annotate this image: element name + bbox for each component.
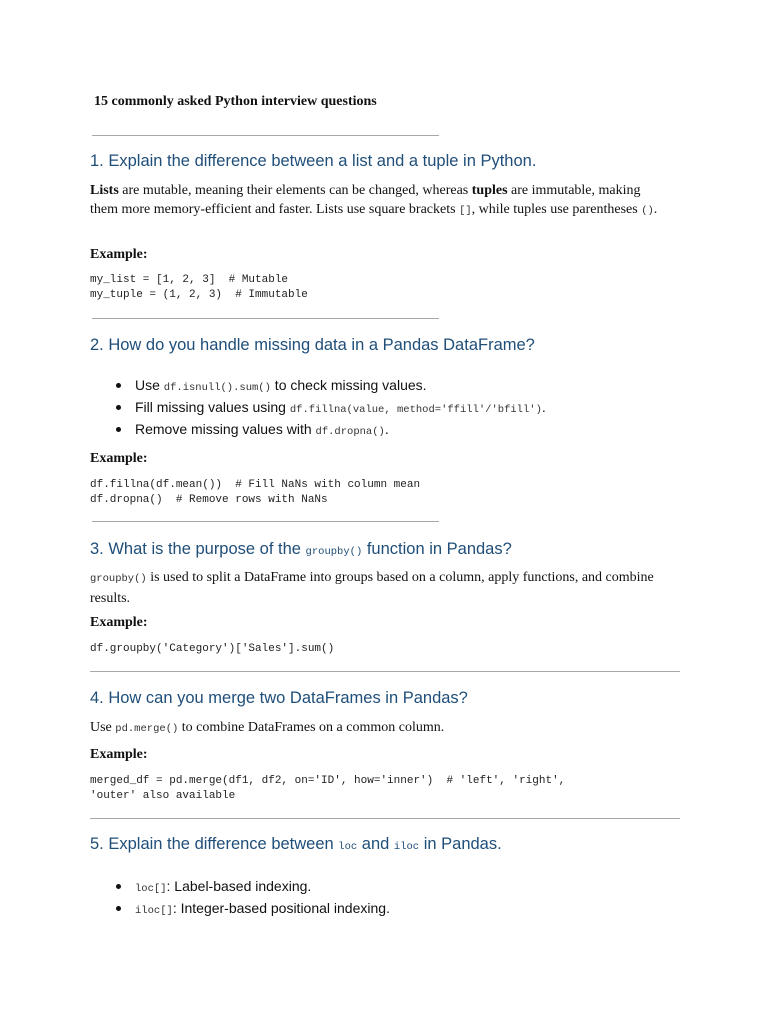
item-text: : Label-based indexing.: [166, 878, 312, 894]
item-text: Fill missing values using: [135, 399, 290, 415]
code-block: my_list = [1, 2, 3] # Mutable my_tuple = (1, 2, 3) # Immutable: [90, 274, 308, 301]
inline-code: iloc[]: [135, 905, 173, 917]
inline-code: df.isnull().sum(): [163, 382, 271, 394]
divider: [92, 135, 439, 136]
inline-code: groupby(): [90, 573, 147, 585]
answer-text: are mutable, meaning their elements can be changed, whereas: [118, 183, 472, 198]
question-2-heading: 2. How do you handle missing data in a Pandas DataFrame?: [90, 336, 535, 354]
inline-code: loc: [338, 841, 358, 853]
bullet-list: [116, 877, 390, 921]
question-4-heading: 4. How can you merge two DataFrames in Pandas?: [90, 689, 468, 707]
inline-code: loc[]: [135, 883, 167, 895]
bullet-list: [116, 376, 546, 442]
answer-text: is used to split a DataFrame into groups based on a column, apply functions, and combine results.: [90, 570, 654, 606]
example-label: Example:: [90, 247, 148, 262]
question-1-answer: [90, 181, 665, 221]
inline-code: []: [459, 205, 472, 217]
question-1-heading: 1. Explain the difference between a list and a tuple in Python.: [90, 152, 537, 170]
term-tuples: tuples: [471, 183, 508, 198]
inline-code: iloc: [393, 841, 420, 853]
example-label: Example:: [90, 451, 148, 466]
example-label: Example:: [90, 747, 148, 762]
heading-text: in Pandas.: [419, 835, 502, 853]
heading-text: and: [357, 835, 394, 853]
list-item: [116, 420, 546, 442]
divider: [90, 671, 680, 672]
item-text: Use: [135, 377, 164, 393]
inline-code: df.fillna(value, method='ffill'/'bfill'): [289, 404, 542, 416]
code-block: df.fillna(df.mean()) # Fill NaNs with column mean df.dropna() # Remove rows with NaNs: [90, 479, 421, 506]
item-text: : Integer-based positional indexing.: [172, 900, 390, 916]
list-item: [116, 877, 390, 899]
item-text: to check missing values.: [270, 377, 427, 393]
item-text: Remove missing values with: [135, 421, 316, 437]
list-item: [116, 899, 390, 921]
question-3-answer: [90, 568, 665, 608]
heading-text: 5. Explain the difference between: [90, 835, 339, 853]
question-3-heading: [90, 540, 512, 559]
item-text: .: [541, 399, 546, 415]
inline-code: (): [641, 205, 654, 217]
inline-code: groupby(): [305, 546, 363, 558]
code-block: merged_df = pd.merge(df1, df2, on='ID', how='inner') # 'left', 'right', 'outer' also available: [90, 775, 566, 802]
divider: [92, 318, 439, 319]
answer-text: Use: [90, 720, 116, 735]
item-text: .: [384, 421, 389, 437]
term-lists: Lists: [90, 183, 119, 198]
heading-text: 3. What is the purpose of the: [90, 540, 306, 558]
question-5-heading: [90, 835, 502, 854]
heading-text: function in Pandas?: [362, 540, 512, 558]
inline-code: df.dropna(): [315, 426, 385, 438]
answer-text: to combine DataFrames on a common column.: [178, 720, 445, 735]
list-item: [116, 398, 546, 420]
code-block: df.groupby('Category')['Sales'].sum(): [90, 643, 335, 655]
answer-text: , while tuples use parentheses: [471, 202, 642, 217]
inline-code: pd.merge(): [115, 723, 179, 735]
document-title: 15 commonly asked Python interview questions: [94, 94, 377, 109]
answer-text: .: [653, 202, 658, 217]
list-item: [116, 376, 546, 398]
divider: [92, 521, 439, 522]
answer-text: are immutable, making them more memory-efficient and faster. Lists use square brackets: [90, 183, 641, 217]
example-label: Example:: [90, 615, 148, 630]
divider: [90, 818, 680, 819]
question-4-answer: [90, 718, 665, 739]
